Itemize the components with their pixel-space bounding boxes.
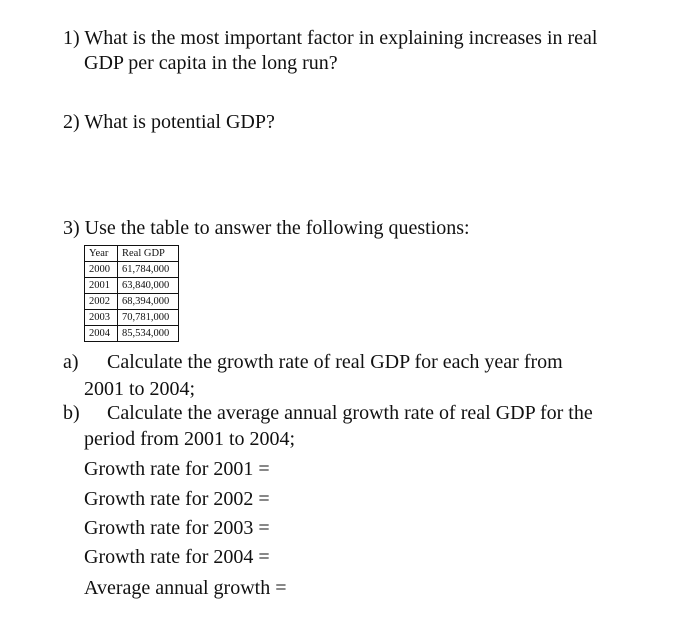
question-2-number: 2) <box>63 111 80 133</box>
table-header-real-gdp: Real GDP <box>118 246 179 262</box>
question-3-number: 3) <box>63 217 80 239</box>
table-header-row <box>85 246 179 262</box>
question-2 <box>63 110 275 134</box>
table-cell-year: 2002 <box>85 294 118 310</box>
subquestion-a-line-2: 2001 to 2004; <box>84 378 196 400</box>
table-cell-real-gdp: 70,781,000 <box>118 310 179 326</box>
subquestion-b-marker: b) <box>63 402 80 424</box>
subquestion-a-marker: a) <box>63 351 79 373</box>
table-row <box>85 310 179 326</box>
subquestion-b-line-1 <box>63 401 593 425</box>
table-header-year: Year <box>85 246 118 262</box>
answer-average-annual-growth: Average annual growth = <box>84 577 287 599</box>
question-1-line-2: GDP per capita in the long run? <box>84 52 338 74</box>
answer-growth-2001: Growth rate for 2001 = <box>84 458 270 480</box>
table-cell-year: 2004 <box>85 326 118 342</box>
answer-growth-2003: Growth rate for 2003 = <box>84 517 270 539</box>
table-cell-year: 2003 <box>85 310 118 326</box>
table-cell-real-gdp: 61,784,000 <box>118 262 179 278</box>
question-2-text: What is potential GDP? <box>84 111 275 133</box>
question-3-text: Use the table to answer the following questions: <box>84 217 470 239</box>
table-cell-year: 2000 <box>85 262 118 278</box>
table-cell-real-gdp: 68,394,000 <box>118 294 179 310</box>
table-cell-real-gdp: 85,534,000 <box>118 326 179 342</box>
answer-growth-2002: Growth rate for 2002 = <box>84 488 270 510</box>
subquestion-b-line-2: period from 2001 to 2004; <box>84 428 296 450</box>
question-3 <box>63 216 470 240</box>
subquestion-b-text: Calculate the average annual growth rate of real GDP for the <box>107 402 593 424</box>
real-gdp-table <box>84 245 179 342</box>
table-row <box>85 278 179 294</box>
question-1-line-1 <box>63 26 598 50</box>
table-row <box>85 326 179 342</box>
subquestion-a-text: Calculate the growth rate of real GDP for each year from <box>107 351 563 373</box>
table-row <box>85 294 179 310</box>
table-cell-year: 2001 <box>85 278 118 294</box>
table-cell-real-gdp: 63,840,000 <box>118 278 179 294</box>
subquestion-a-line-1 <box>63 350 563 374</box>
answer-growth-2004: Growth rate for 2004 = <box>84 546 270 568</box>
table-row <box>85 262 179 278</box>
question-1-number: 1) <box>63 27 80 49</box>
question-1-text: What is the most important factor in explaining increases in real <box>84 27 598 49</box>
